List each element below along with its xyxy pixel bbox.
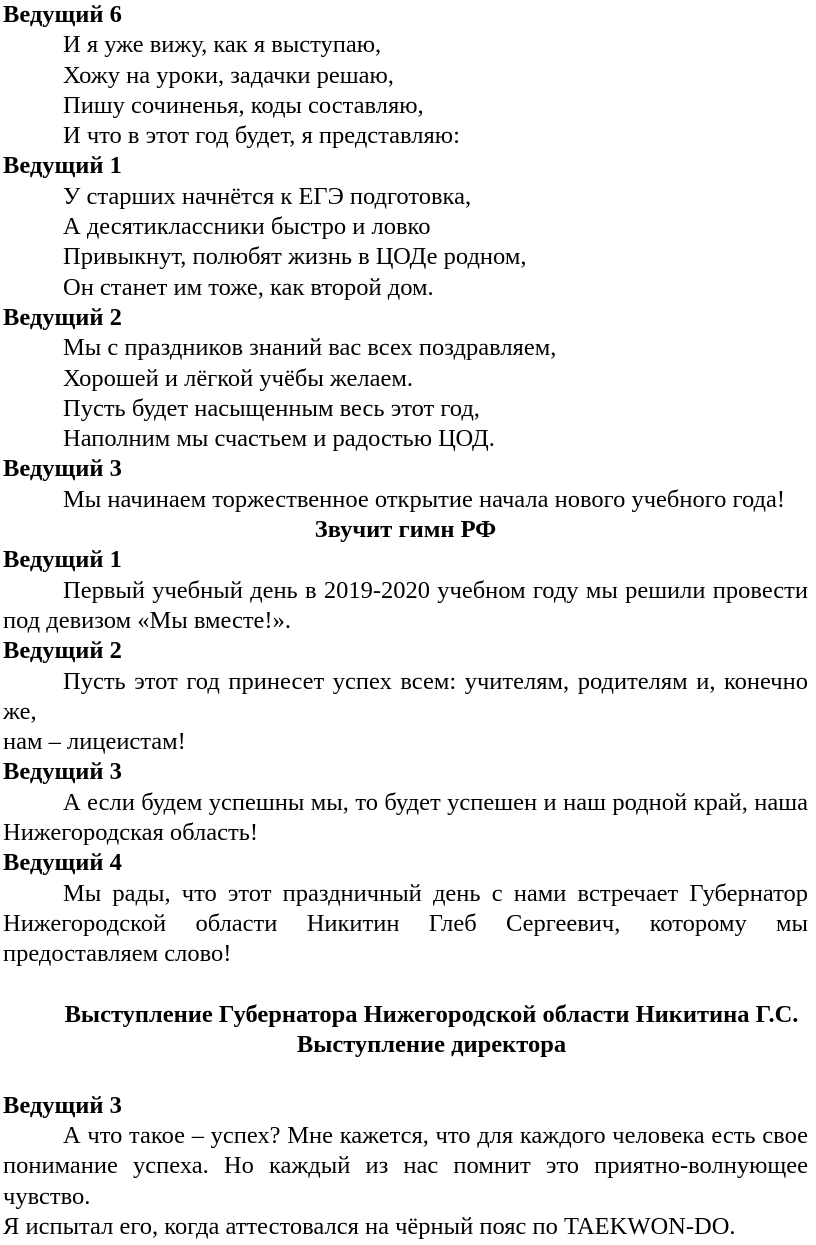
paragraph-line: Нижегородской области Никитин Глеб Сергеевич, которому мы <box>3 909 808 937</box>
verse-line: Привыкнут, полюбят жизнь в ЦОДе родном, <box>63 243 527 271</box>
paragraph-line: Первый учебный день в 2019-2020 учебном году мы решили провести <box>63 576 808 604</box>
verse-line: Пусть будет насыщенным весь этот год, <box>63 394 480 422</box>
speaker-heading: Ведущий 1 <box>3 546 122 574</box>
speaker-heading: Ведущий 3 <box>3 455 122 483</box>
verse-line: Хожу на уроки, задачки решаю, <box>63 61 394 89</box>
verse-line: И я уже вижу, как я выступаю, <box>63 31 382 59</box>
paragraph-line: Нижегородская область! <box>3 819 259 847</box>
verse-line: А десятиклассники быстро и ловко <box>63 213 431 241</box>
paragraph-line: А если будем успешны мы, то будет успешен и наш родной край, наша <box>63 788 808 816</box>
verse-line: И что в этот год будет, я представляю: <box>63 122 460 150</box>
paragraph-line: Я испытал его, когда аттестовался на чёрный пояс по TAEKWON-DO. <box>3 1212 736 1240</box>
speaker-heading: Ведущий 1 <box>3 152 122 180</box>
verse-line: Хорошей и лёгкой учёбы желаем. <box>63 364 413 392</box>
verse-line: Пишу сочиненья, коды составляю, <box>63 91 424 119</box>
body-line: Мы начинаем торжественное открытие начала нового учебного года! <box>63 485 786 513</box>
speaker-heading: Ведущий 3 <box>3 1091 122 1119</box>
paragraph-line: А что такое – успех? Мне кажется, что для каждого человека есть свое <box>63 1121 808 1149</box>
paragraph-line: понимание успеха. Но каждый из нас помнит это приятно-волнующее чувство. <box>3 1152 808 1210</box>
verse-line: У старших начнётся к ЕГЭ подготовка, <box>63 182 472 210</box>
speaker-heading: Ведущий 2 <box>3 637 122 665</box>
paragraph-line: Пусть этот год принесет успех всем: учителям, родителям и, конечно же, <box>3 667 808 725</box>
stage-direction: Выступление директора <box>296 1031 567 1059</box>
paragraph-line: под девизом «Мы вместе!». <box>3 606 291 634</box>
speaker-heading: Ведущий 2 <box>3 303 122 331</box>
verse-line: Мы с праздников знаний вас всех поздравляем, <box>63 334 557 362</box>
paragraph-line: предоставляем слово! <box>3 940 232 968</box>
speaker-heading: Ведущий 3 <box>3 758 122 786</box>
verse-line: Он станет им тоже, как второй дом. <box>63 273 434 301</box>
stage-direction: Выступление Губернатора Нижегородской области Никитина Г.С. <box>64 1000 799 1028</box>
paragraph-line: нам – лицеистам! <box>3 728 186 756</box>
verse-line: Наполним мы счастьем и радостью ЦОД. <box>63 425 495 453</box>
speaker-heading: Ведущий 6 <box>3 1 122 28</box>
blank-line <box>3 1060 808 1090</box>
speaker-heading: Ведущий 4 <box>3 849 122 877</box>
blank-line <box>3 970 808 1000</box>
stage-direction: Звучит гимн РФ <box>314 516 497 544</box>
paragraph-line: Мы рады, что этот праздничный день с нами встречает Губернатор <box>63 879 808 907</box>
